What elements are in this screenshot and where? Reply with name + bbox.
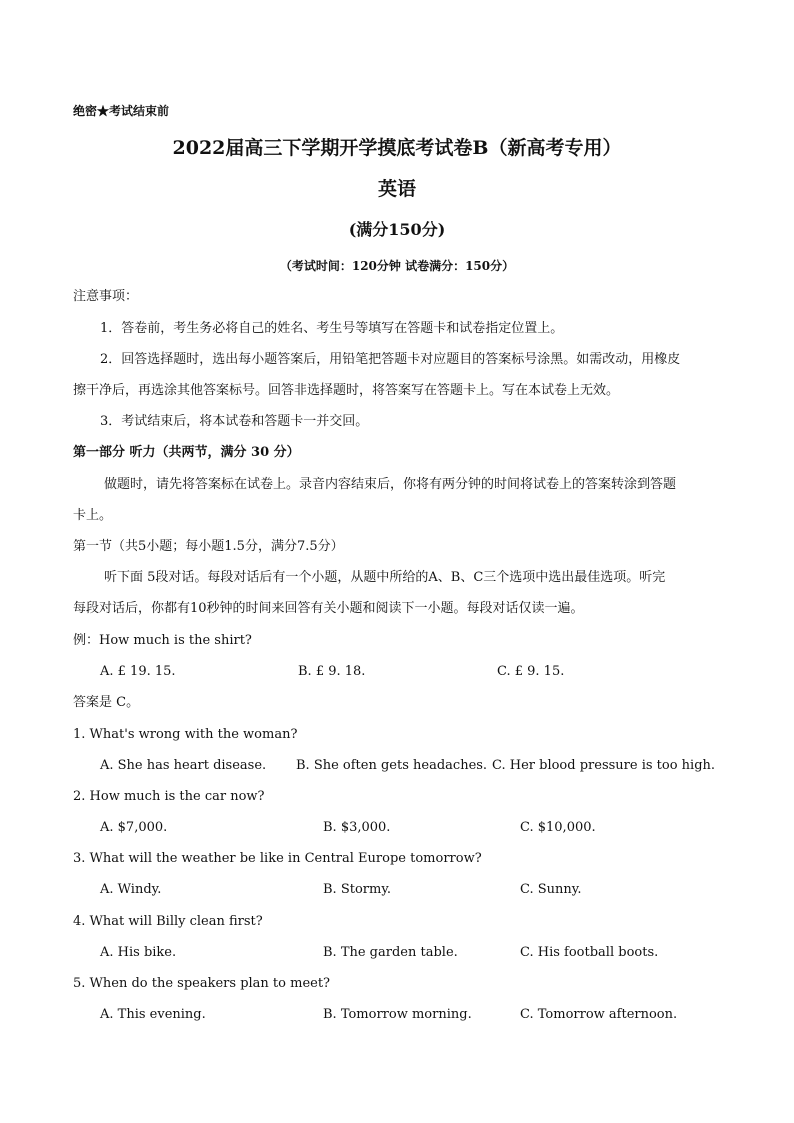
q5-option-a: A. This evening. — [100, 1007, 206, 1022]
q5-option-c: C. Tomorrow afternoon. — [520, 1007, 678, 1022]
q1-option-c: C. Her blood pressure is too high. — [492, 758, 716, 773]
section1-heading: 第一节（共5小题；每小题1.5分，满分7.5分） — [73, 539, 344, 554]
note-item: 1．答卷前，考生务必将自己的姓名、考生号等填写在答题卡和试卷指定位置上。 — [100, 321, 564, 336]
q1-option-b: B. She often gets headaches. — [296, 758, 488, 773]
question-5: 5. When do the speakers plan to meet? — [73, 976, 331, 991]
q2-option-b: B. $3,000. — [323, 820, 391, 835]
subject-title: 英语 — [377, 178, 416, 200]
note-item: 3．考试结束后，将本试卷和答题卡一并交回。 — [100, 414, 369, 429]
q3-option-b: B. Stormy. — [323, 882, 392, 897]
full-score: (满分150分) — [348, 220, 446, 239]
question-2: 2. How much is the car now? — [73, 789, 265, 804]
notes-heading: 注意事项： — [73, 289, 139, 304]
q4-option-a: A. His bike. — [100, 945, 177, 960]
example-option-b: B. £ 9. 18. — [298, 664, 366, 679]
q2-option-c: C. $10,000. — [520, 820, 596, 835]
section1-instruction: 每段对话后，你都有10秒钟的时间来回答有关小题和阅读下一小题。每段对话仅读一遍。 — [73, 601, 584, 616]
q1-option-a: A. She has heart disease. — [100, 758, 267, 773]
example-option-a: A. £ 19. 15. — [100, 664, 176, 679]
part1-heading: 第一部分 听力（共两节，满分 30 分） — [73, 445, 300, 460]
question-1: 1. What's wrong with the woman? — [73, 727, 298, 742]
exam-info: （考试时间：120分钟 试卷满分：150分） — [279, 259, 515, 273]
q2-option-a: A. $7,000. — [100, 820, 168, 835]
example-question: 例：How much is the shirt? — [73, 633, 252, 648]
q3-option-a: A. Windy. — [100, 882, 162, 897]
example-answer: 答案是 C。 — [73, 695, 140, 710]
question-3: 3. What will the weather be like in Central Europe tomorrow? — [73, 851, 482, 866]
q4-option-c: C. His football boots. — [520, 945, 659, 960]
section1-instruction: 听下面 5段对话。每段对话后有一个小题，从题中所给的A、B、C三个选项中选出最佳选项。听完 — [104, 570, 666, 585]
note-item: 2．回答选择题时，选出每小题答案后，用铅笔把答题卡对应题目的答案标号涂黑。如需改动，用橡皮 — [100, 352, 681, 367]
exam-title: 2022届高三下学期开学摸底考试卷B（新高考专用） — [172, 137, 622, 159]
q4-option-b: B. The garden table. — [323, 945, 458, 960]
part1-instruction: 卡上。 — [73, 508, 113, 523]
part1-instruction: 做题时，请先将答案标在试卷上。录音内容结束后，你将有两分钟的时间将试卷上的答案转涂到答题 — [104, 477, 677, 492]
confidential-label: 绝密★考试结束前 — [73, 104, 170, 118]
question-4: 4. What will Billy clean first? — [73, 914, 263, 929]
q5-option-b: B. Tomorrow morning. — [323, 1007, 472, 1022]
q3-option-c: C. Sunny. — [520, 882, 582, 897]
example-option-c: C. £ 9. 15. — [497, 664, 565, 679]
note-item: 擦干净后，再选涂其他答案标号。回答非选择题时，将答案写在答题卡上。写在本试卷上无效。 — [73, 383, 620, 398]
